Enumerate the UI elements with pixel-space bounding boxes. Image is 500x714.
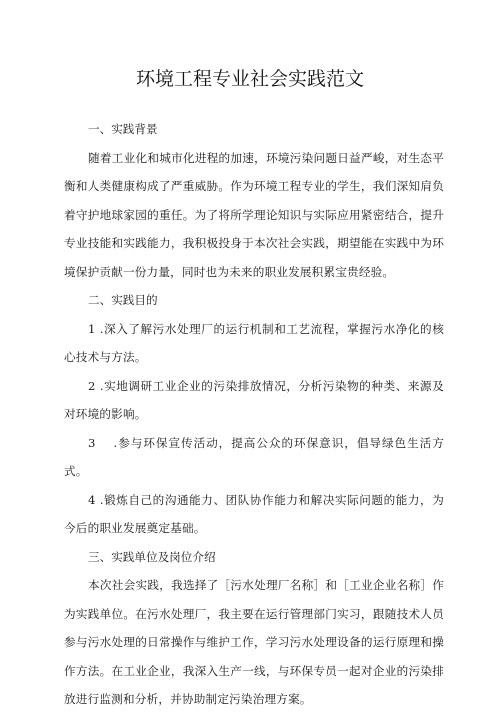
document-title: 环境工程专业社会实践范文 [135, 68, 364, 90]
purpose-item-3: 3 .参与环保宣传活动，提高公众的环保意识，倡导绿色生活方式。 [64, 435, 444, 478]
paragraph-units: 本次社会实践，我选择了［污水处理厂名称］和［工业企业名称］作为实践单位。在污水处理厂，我主要在运行管理部门实习，跟随技术人员参与污水处理的日常操作与维护工作，学习污水处理设备的运行原理和操作方法。在工业企业，我深入生产一线，与环保专员一起对企业的污染排放进行监测和分析，并协助制定污染治理方案。 [64, 578, 444, 706]
purpose-item-2: 2 .实地调研工业企业的污染排放情况，分析污染物的种类、来源及对环境的影响。 [64, 378, 444, 421]
section-heading-units: 三、实践单位及岗位介绍 [88, 549, 216, 564]
paragraph-background: 随着工业化和城市化进程的加速，环境污染问题日益严峻，对生态平衡和人类健康构成了严重威胁。作为环境工程专业的学生，我们深知肩负着守护地球家园的重任。为了将所学理论知识与实际应用紧密结合，提升专业技能和实践能力，我积极投身于本次社会实践，期望能在实践中为环境保护贡献一份力量，同时也为未来的职业发展积累宝贵经验。 [64, 150, 444, 279]
section-heading-background: 一、实践背景 [88, 122, 158, 136]
purpose-item-4: 4 .锻炼自己的沟通能力、团队协作能力和解决实际问题的能力，为今后的职业发展奠定基础。 [64, 492, 444, 535]
purpose-item-1: 1 .深入了解污水处理厂的运行机制和工艺流程，掌握污水净化的核心技术与方法。 [64, 321, 444, 364]
section-heading-purpose: 二、实践目的 [88, 293, 158, 307]
document-body [64, 115, 444, 714]
